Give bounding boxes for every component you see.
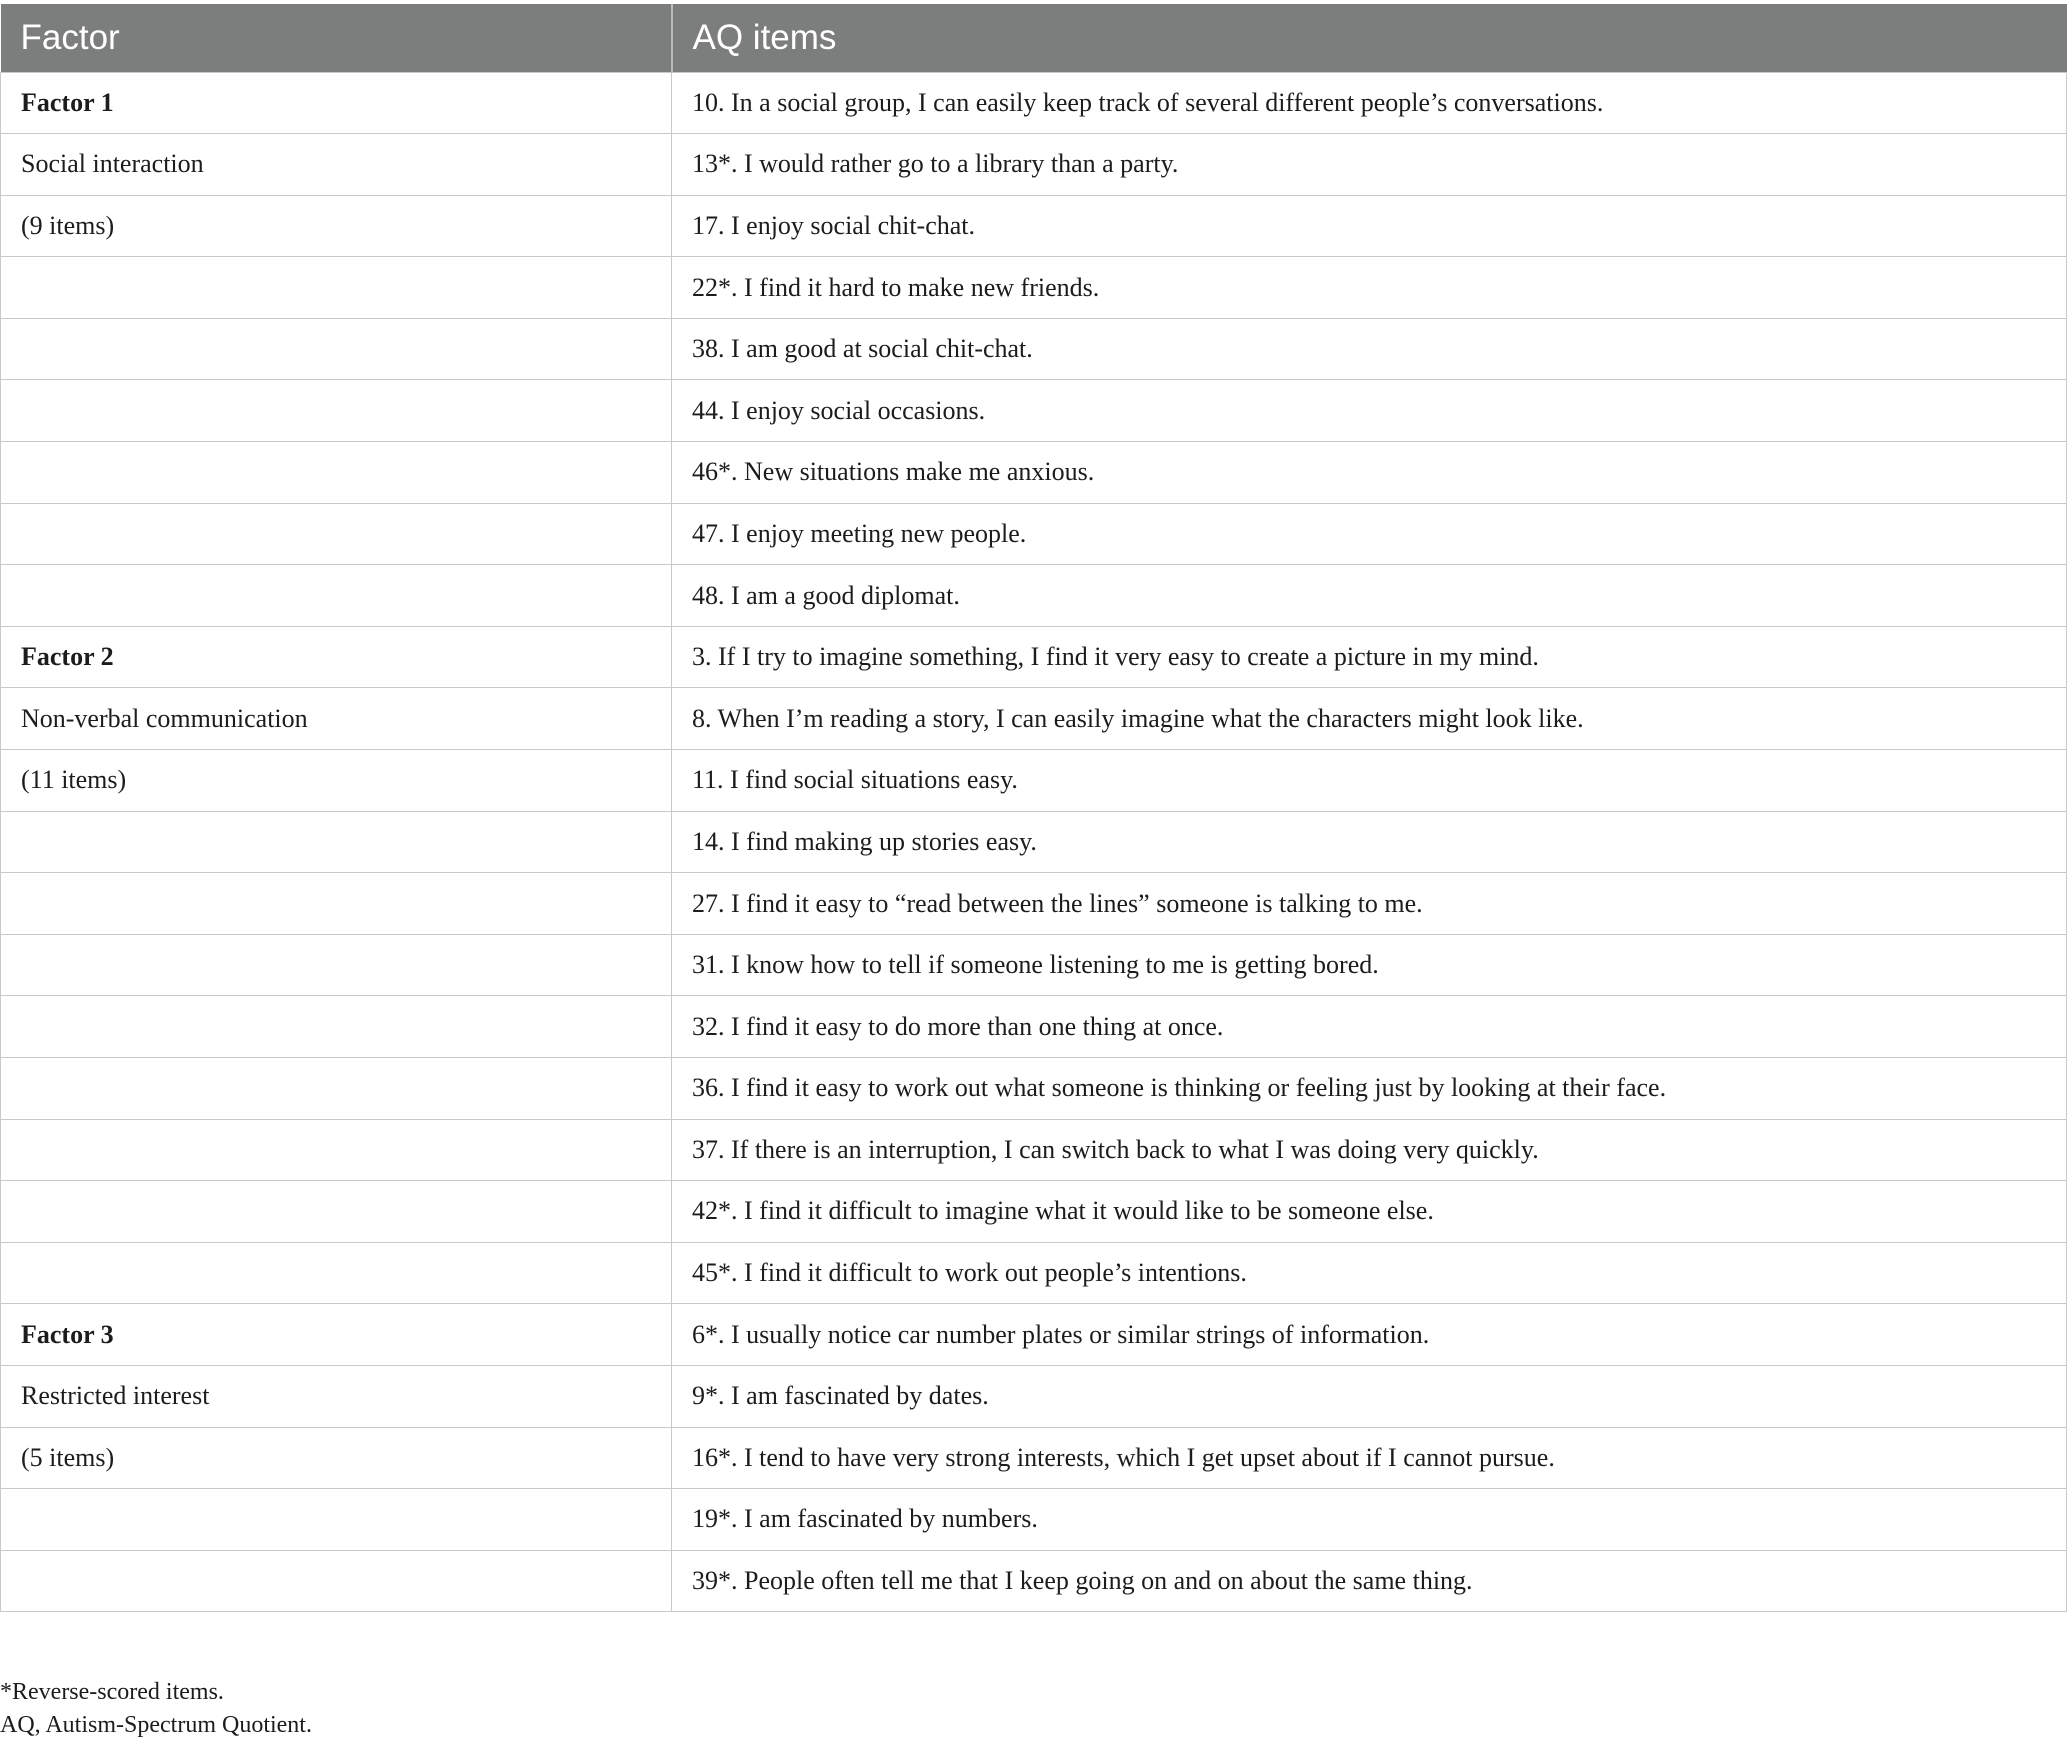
factor-cell: Restricted interest	[1, 1365, 672, 1427]
header-row	[1, 4, 2067, 72]
factor-cell	[1, 1550, 672, 1612]
table-row	[1, 1304, 2067, 1366]
table-row	[1, 565, 2067, 627]
table-row	[1, 1242, 2067, 1304]
footnote-abbreviation: AQ, Autism-Spectrum Quotient.	[0, 1712, 312, 1738]
factor-cell: Factor 3	[1, 1304, 672, 1366]
table-row	[1, 1119, 2067, 1181]
footnote-reverse-scored: *Reverse-scored items.	[0, 1679, 224, 1705]
footnotes	[0, 1676, 312, 1742]
table-row	[1, 442, 2067, 504]
table-row	[1, 1058, 2067, 1120]
aq-item-cell: 37. If there is an interruption, I can switch back to what I was doing very quickly.	[672, 1119, 2067, 1181]
factor-cell	[1, 1058, 672, 1120]
aq-item-cell: 8. When I’m reading a story, I can easily imagine what the characters might look like.	[672, 688, 2067, 750]
aq-item-cell: 11. I find social situations easy.	[672, 750, 2067, 812]
aq-item-cell: 6*. I usually notice car number plates or similar strings of information.	[672, 1304, 2067, 1366]
aq-item-cell: 14. I find making up stories easy.	[672, 811, 2067, 873]
table-row	[1, 1181, 2067, 1243]
table-row	[1, 195, 2067, 257]
table-row	[1, 873, 2067, 935]
factor-cell: Factor 2	[1, 626, 672, 688]
aq-factor-table-container	[0, 4, 2066, 1612]
table-row	[1, 1489, 2067, 1551]
table-row	[1, 750, 2067, 812]
factor-cell	[1, 1489, 672, 1551]
table-row	[1, 257, 2067, 319]
aq-item-cell: 16*. I tend to have very strong interests, which I get upset about if I cannot pursue.	[672, 1427, 2067, 1489]
aq-item-cell: 19*. I am fascinated by numbers.	[672, 1489, 2067, 1551]
aq-item-cell: 46*. New situations make me anxious.	[672, 442, 2067, 504]
table-row	[1, 1365, 2067, 1427]
aq-item-cell: 31. I know how to tell if someone listening to me is getting bored.	[672, 934, 2067, 996]
table-row	[1, 688, 2067, 750]
aq-item-cell: 9*. I am fascinated by dates.	[672, 1365, 2067, 1427]
aq-item-cell: 22*. I find it hard to make new friends.	[672, 257, 2067, 319]
factor-cell	[1, 1242, 672, 1304]
factor-cell	[1, 257, 672, 319]
aq-item-cell: 36. I find it easy to work out what someone is thinking or feeling just by looking at their face.	[672, 1058, 2067, 1120]
factor-cell	[1, 1181, 672, 1243]
aq-item-cell: 27. I find it easy to “read between the lines” someone is talking to me.	[672, 873, 2067, 935]
factor-cell	[1, 873, 672, 935]
aq-item-cell: 42*. I find it difficult to imagine what it would like to be someone else.	[672, 1181, 2067, 1243]
aq-item-cell: 3. If I try to imagine something, I find it very easy to create a picture in my mind.	[672, 626, 2067, 688]
aq-item-cell: 47. I enjoy meeting new people.	[672, 503, 2067, 565]
factor-cell	[1, 996, 672, 1058]
header-aq-items: AQ items	[672, 4, 2067, 72]
factor-cell: Non-verbal communication	[1, 688, 672, 750]
factor-cell: Factor 1	[1, 72, 672, 134]
aq-item-cell: 45*. I find it difficult to work out people’s intentions.	[672, 1242, 2067, 1304]
table-row	[1, 1550, 2067, 1612]
table-row	[1, 811, 2067, 873]
factor-cell: (11 items)	[1, 750, 672, 812]
factor-cell: (5 items)	[1, 1427, 672, 1489]
header-factor: Factor	[1, 4, 672, 72]
factor-cell	[1, 1119, 672, 1181]
factor-cell	[1, 811, 672, 873]
factor-cell	[1, 318, 672, 380]
table-row	[1, 72, 2067, 134]
aq-item-cell: 13*. I would rather go to a library than a party.	[672, 134, 2067, 196]
table-row	[1, 134, 2067, 196]
aq-item-cell: 44. I enjoy social occasions.	[672, 380, 2067, 442]
factor-cell	[1, 380, 672, 442]
table-body	[1, 72, 2067, 1612]
table-row	[1, 1427, 2067, 1489]
factor-cell	[1, 442, 672, 504]
factor-cell	[1, 565, 672, 627]
aq-item-cell: 32. I find it easy to do more than one thing at once.	[672, 996, 2067, 1058]
table-row	[1, 996, 2067, 1058]
table-row	[1, 380, 2067, 442]
aq-item-cell: 48. I am a good diplomat.	[672, 565, 2067, 627]
aq-item-cell: 39*. People often tell me that I keep going on and on about the same thing.	[672, 1550, 2067, 1612]
factor-cell	[1, 503, 672, 565]
table-row	[1, 318, 2067, 380]
table-row	[1, 626, 2067, 688]
factor-cell	[1, 934, 672, 996]
table-row	[1, 503, 2067, 565]
aq-item-cell: 17. I enjoy social chit-chat.	[672, 195, 2067, 257]
factor-cell: (9 items)	[1, 195, 672, 257]
aq-item-cell: 10. In a social group, I can easily keep track of several different people’s conversations.	[672, 72, 2067, 134]
table-header	[1, 4, 2067, 72]
table-row	[1, 934, 2067, 996]
aq-item-cell: 38. I am good at social chit-chat.	[672, 318, 2067, 380]
factor-cell: Social interaction	[1, 134, 672, 196]
aq-factor-table	[0, 4, 2067, 1612]
